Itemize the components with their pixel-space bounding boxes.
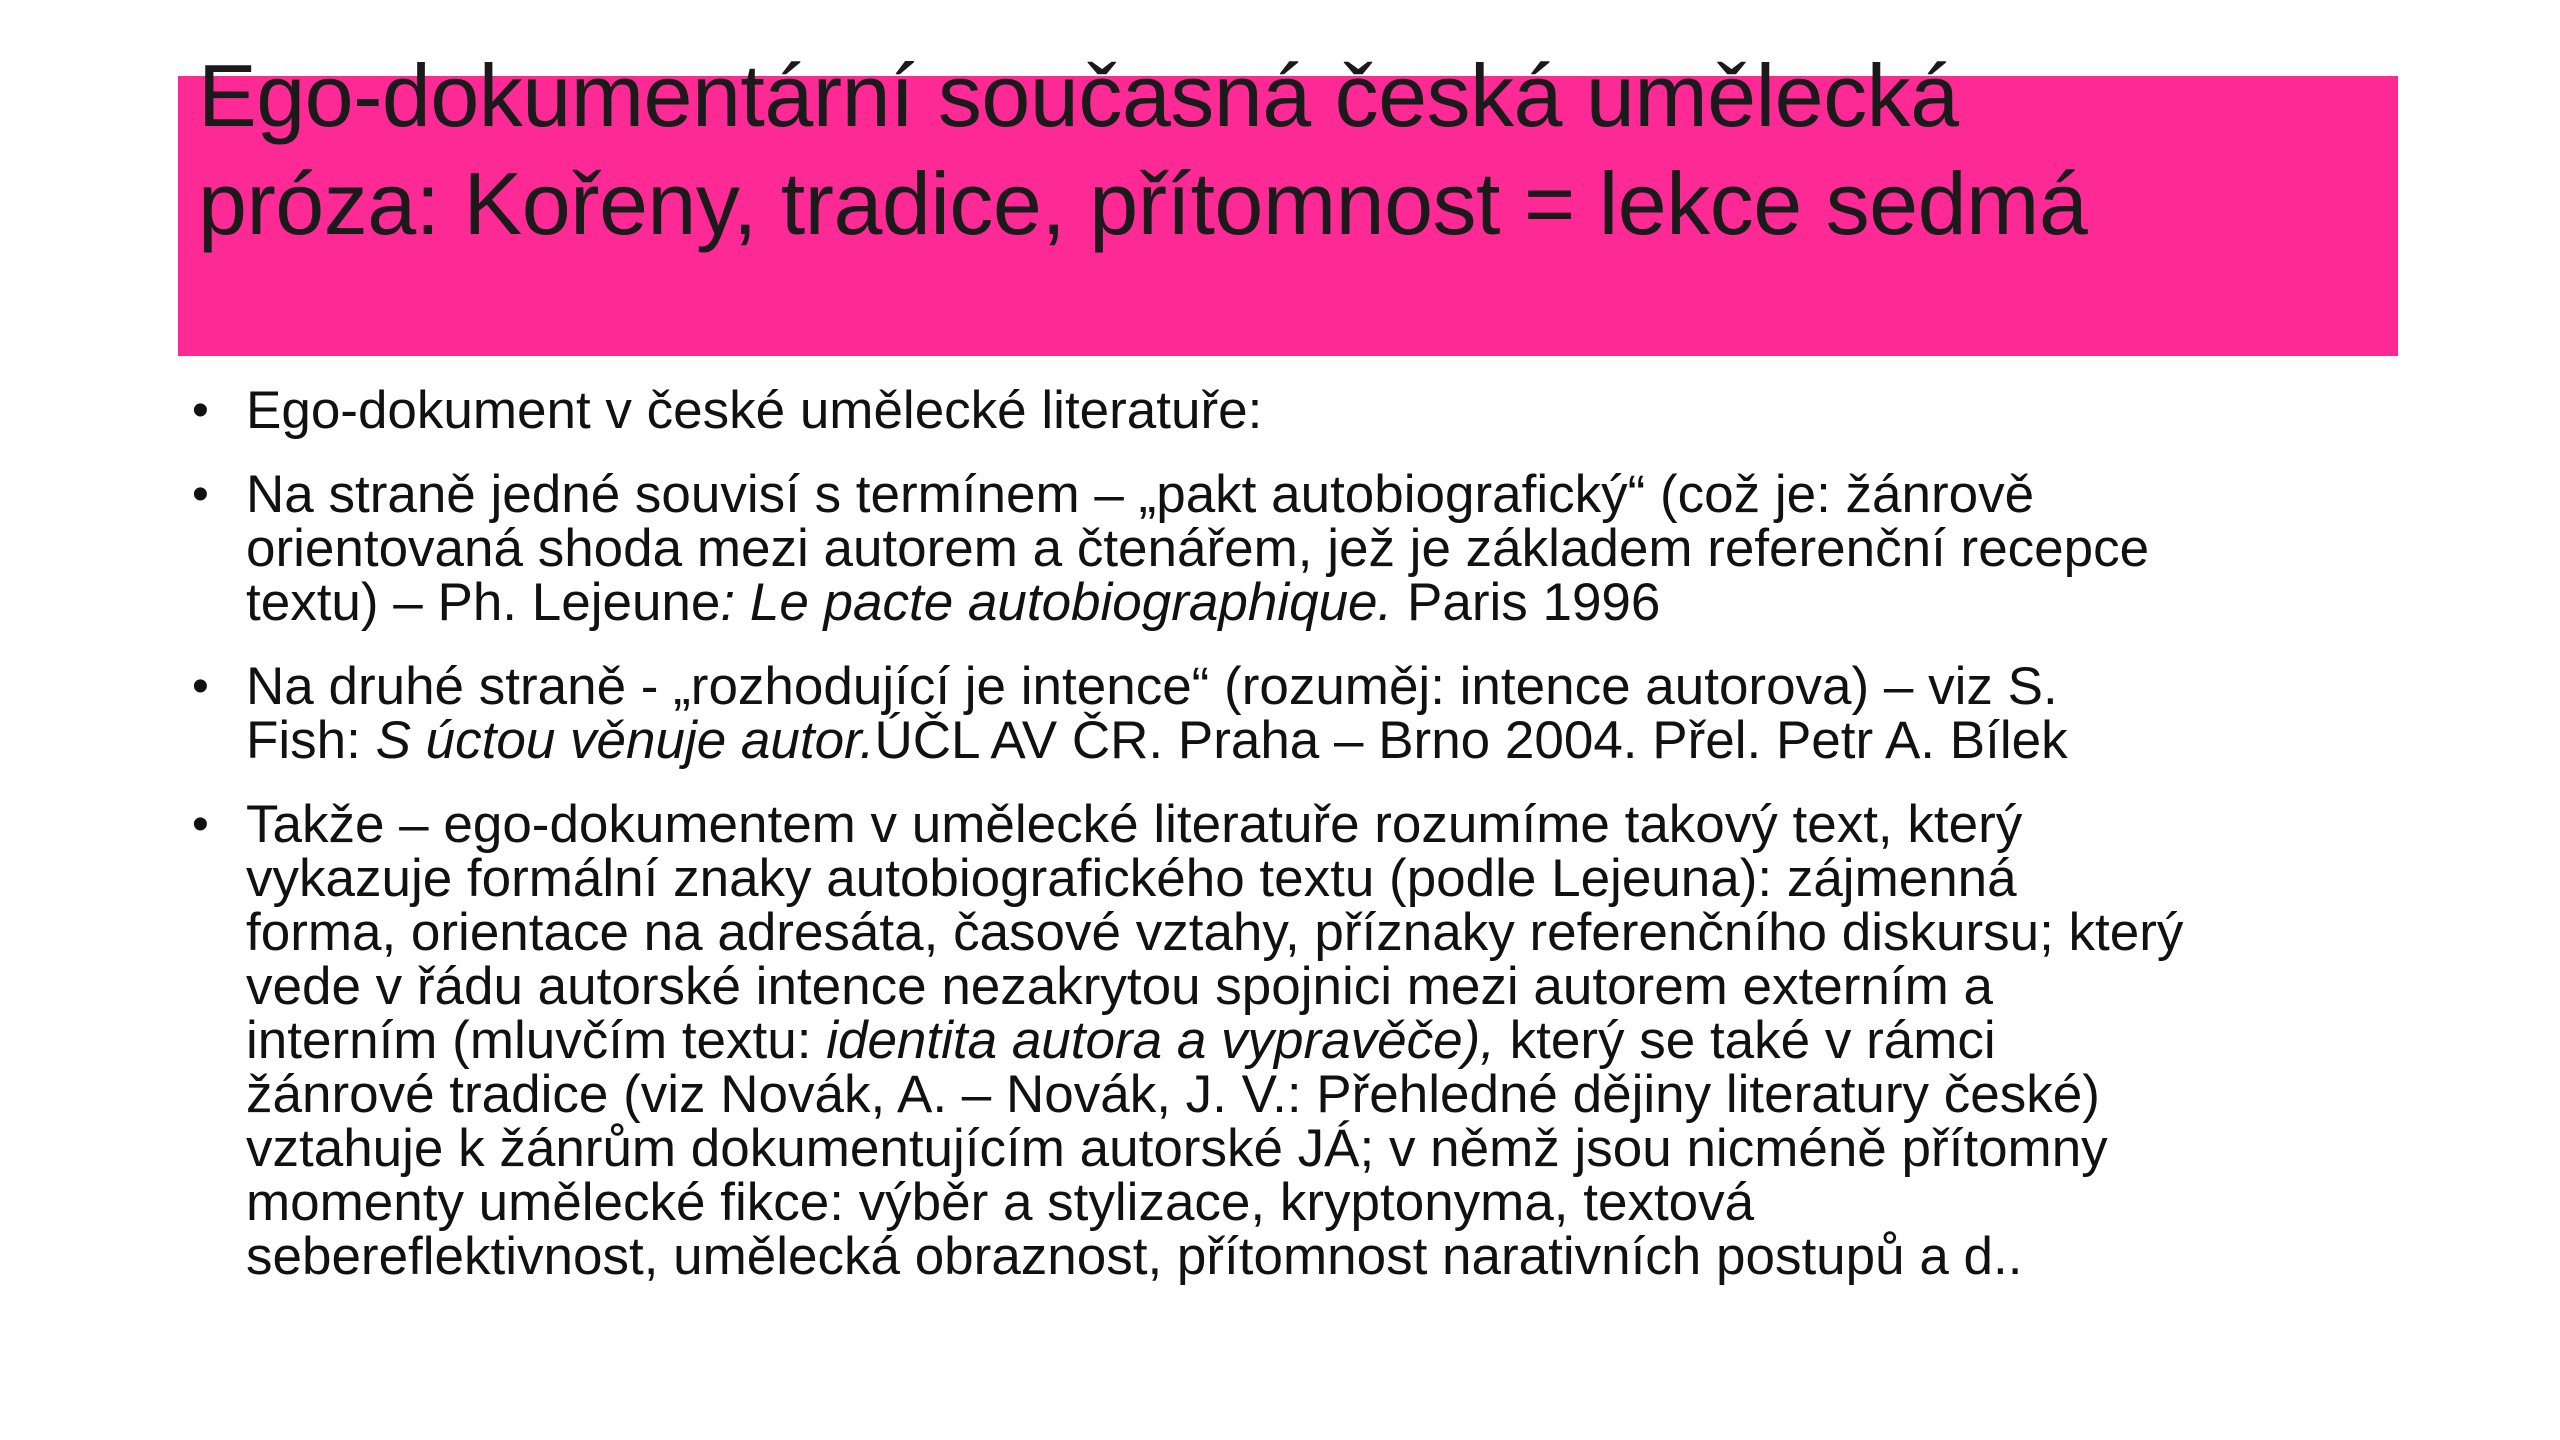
text-line [246, 519, 2410, 578]
italic-citation: : Le pacte autobiographique. [720, 573, 1393, 632]
text-line [246, 1227, 2410, 1286]
text-segment: Ego-dokument v české umělecké literatuře: [246, 381, 1263, 440]
text-segment: vztahuje k žánrům dokumentujícím autorské JÁ; v němž jsou nicméně přítomny [246, 1119, 2108, 1178]
text-segment: Takže – ego-dokumentem v umělecké literatuře rozumíme takový text, který [246, 795, 2023, 854]
bullet-icon: • [192, 798, 209, 851]
text-line [246, 1173, 2410, 1232]
bullet-icon: • [192, 384, 209, 437]
bullet-item-1 [190, 381, 2410, 440]
text-segment: Fish: [246, 711, 376, 770]
title-line: próza: Kořeny, tradice, přítomnost = lekce sedmá [198, 154, 2088, 253]
text-line [246, 1065, 2410, 1124]
text-segment: žánrové tradice (viz Novák, A. – Novák, J. V.: Přehledné dějiny literatury české) [246, 1065, 2100, 1124]
text-line [246, 1011, 2410, 1070]
text-segment: vykazuje formální znaky autobiografického textu (podle Lejeuna): zájmenná [246, 849, 2017, 908]
text-segment: interním (mluvčím textu: [246, 1011, 827, 1070]
text-line [246, 957, 2410, 1016]
text-segment: Na druhé straně - „rozhodující je intence“ (rozuměj: intence autorova) – viz S. [246, 657, 2058, 716]
text-line [246, 573, 2410, 632]
text-segment: který se také v rámci [1494, 1011, 1996, 1070]
bullet-icon: • [192, 660, 209, 713]
text-segment: sebereflektivnost, umělecká obraznost, přítomnost narativních postupů a d.. [246, 1227, 2023, 1286]
text-segment: Na straně jedné souvisí s termínem – „pakt autobiografický“ (což je: žánrově [246, 465, 2035, 524]
slide-body [190, 381, 2410, 1314]
text-segment: vede v řádu autorské intence nezakrytou spojnici mezi autorem externím a [246, 957, 1993, 1016]
text-line [246, 465, 2410, 524]
text-line [246, 1119, 2410, 1178]
text-line [246, 903, 2410, 962]
text-segment: orientovaná shoda mezi autorem a čtenářem, jež je základem referenční recepce [246, 519, 2150, 578]
bullet-item-4 [190, 795, 2410, 1286]
bullet-item-2 [190, 465, 2410, 632]
text-line [246, 849, 2410, 908]
italic-phrase: identita autora a vypravěče), [826, 1011, 1495, 1070]
text-segment: Paris 1996 [1392, 573, 1661, 632]
text-line [246, 657, 2410, 716]
bullet-icon: • [192, 468, 209, 521]
text-line [246, 795, 2410, 854]
text-segment: forma, orientace na adresáta, časové vztahy, příznaky referenčního diskursu; který [246, 903, 2184, 962]
bullet-item-3 [190, 657, 2410, 770]
title-line: Ego-dokumentární současná česká umělecká [198, 46, 1959, 145]
italic-citation: S úctou věnuje autor. [375, 711, 875, 770]
text-segment: ÚČL AV ČR. Praha – Brno 2004. Přel. Petr A. Bílek [874, 711, 2068, 770]
text-segment: textu) – Ph. Lejeune [246, 573, 721, 632]
text-line [246, 381, 2410, 440]
slide-title [198, 42, 2438, 258]
text-line [246, 711, 2410, 770]
text-segment: momenty umělecké fikce: výběr a stylizace, kryptonyma, textová [246, 1173, 1755, 1232]
